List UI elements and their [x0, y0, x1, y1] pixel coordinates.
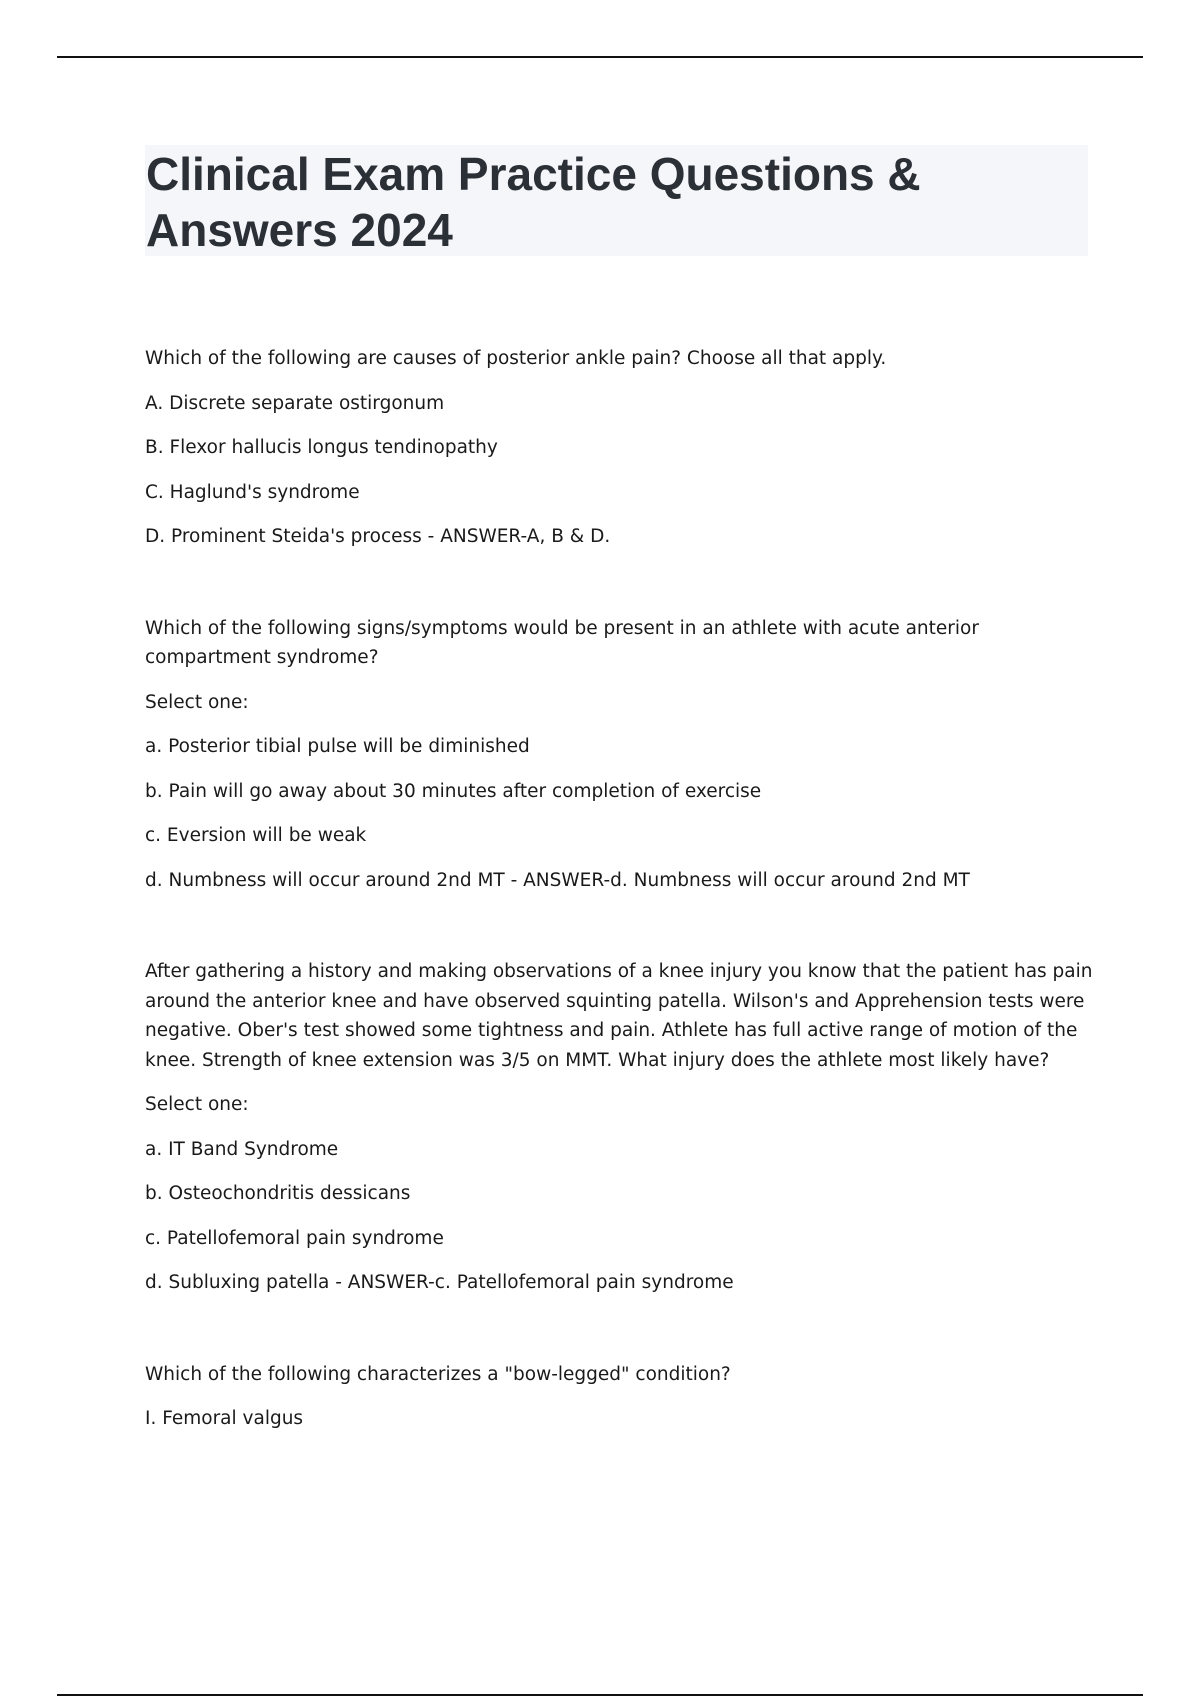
select-instruction: Select one: — [145, 1094, 249, 1115]
page-title: Clinical Exam Practice Questions & Answers 2024 — [146, 148, 921, 256]
answer-option: a. IT Band Syndrome — [145, 1138, 339, 1160]
question-text: Which of the following signs/symptoms would be present in an athlete with acute anterior compartment syndrome? — [145, 617, 979, 668]
answer-option: d. Subluxing patella - ANSWER-c. Patellofemoral pain syndrome — [145, 1272, 734, 1293]
answer-option: I. Femoral valgus — [145, 1408, 304, 1429]
answer-option: c. Patellofemoral pain syndrome — [145, 1227, 444, 1249]
answer-option: c. Eversion will be weak — [145, 825, 367, 846]
answer-option: b. Pain will go away about 30 minutes after completion of exercise — [145, 780, 762, 802]
answer-option: B. Flexor hallucis longus tendinopathy — [145, 437, 498, 458]
bottom-rule — [57, 1694, 1143, 1696]
question-block — [145, 344, 1095, 552]
question-block — [145, 614, 1095, 896]
question-text: After gathering a history and making observations of a knee injury you know that the patient has pain around the anterior knee and have observed squinting patella. Wilson's and Apprehension tests were negative. Ober's test showed some tightness and pain. Athlete has full active range of motion of the knee. Strength of knee extension was 3/5 on MMT. What injury does the athlete most likely have? — [145, 961, 1093, 1071]
answer-option: a. Posterior tibial pulse will be diminished — [145, 736, 530, 757]
questions-list — [145, 344, 1095, 1496]
question-block — [145, 957, 1095, 1298]
question-text: Which of the following are causes of posterior ankle pain? Choose all that apply. — [145, 348, 887, 369]
select-instruction: Select one: — [145, 691, 249, 713]
answer-option: b. Osteochondritis dessicans — [145, 1183, 411, 1204]
answer-option: A. Discrete separate ostirgonum — [145, 392, 445, 414]
answer-option: D. Prominent Steida's process - ANSWER-A, B & D. — [145, 526, 611, 547]
question-block — [145, 1360, 1095, 1434]
top-rule — [57, 56, 1143, 58]
answer-option: d. Numbness will occur around 2nd MT - ANSWER-d. Numbness will occur around 2nd MT — [145, 869, 970, 891]
question-text: Which of the following characterizes a "bow-legged" condition? — [145, 1363, 731, 1385]
answer-option: C. Haglund's syndrome — [145, 481, 360, 503]
